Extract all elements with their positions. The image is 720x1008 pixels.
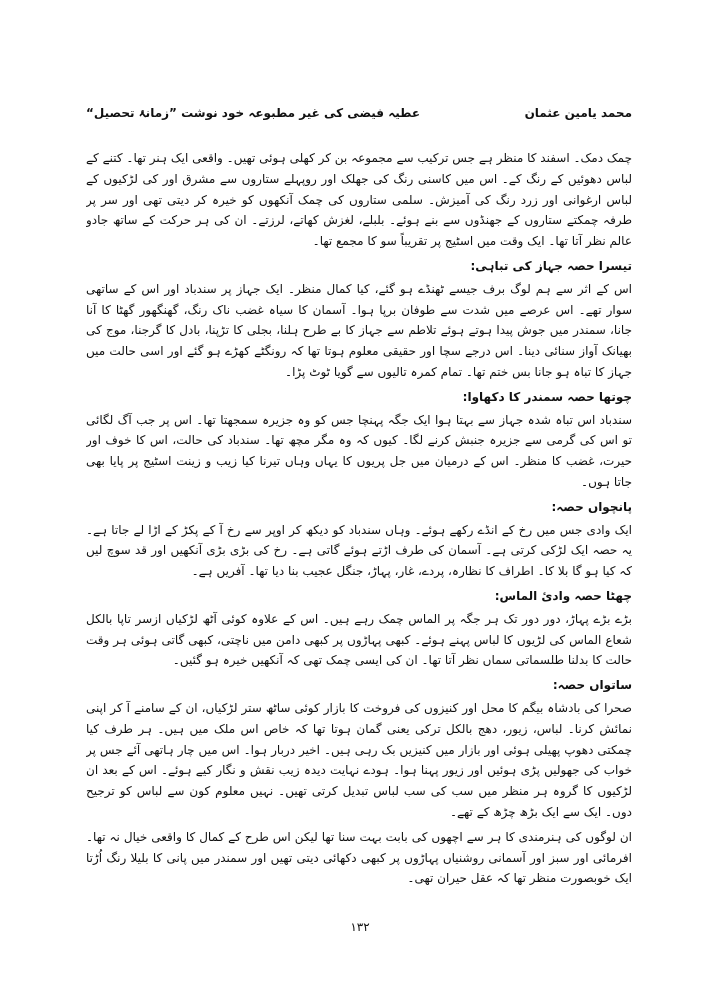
heading-part-5: پانچواں حصہ:	[551, 499, 632, 514]
running-header	[86, 106, 632, 120]
paragraph-part-5: ایک وادی جس میں رخ کے انڈے رکھے ہوئے۔ وہاں سندباد کو دیکھ کر اوپر سے رخ آ کے پکڑ کے اڑا لے جاتا ہے۔ یہ حصہ ایک لڑکی کرتی ہے۔ آسمان کی طرف اڑتے ہوئے گاتی ہے۔ رخ کی بڑی بڑی آنکھیں اور قد سوچ لیں کہ کیا ہو گا بلا کا۔ اطراف کا نظارہ، پردے، غار، پہاڑ، جنگل عجیب بنا دیا تھا۔ آفریں ہے۔	[86, 522, 632, 579]
heading-part-4: چوتھا حصہ سمندر کا دکھاوا:	[462, 389, 632, 404]
paragraph-part-4: سندباد اس تباہ شدہ جہاز سے بہتا ہوا ایک جگہ پہنچا جس کو وہ جزیرہ سمجھتا تھا۔ اس پر جب آگ لگائی تو اس کی گرمی سے جزیرہ جنبش کرنے لگا۔ کیوں کہ وہ مگر مچھ تھا۔ سندباد کی حالت، اس کا خوف اور حیرت، غضب کا منظر۔ اس کے درمیان میں جل پریوں کا یہاں وہاں تیرنا کیا زیب و زینت اسٹیج پر پایا بھی جاتا ہوں۔	[86, 412, 632, 489]
paragraph-part-6: بڑے بڑے پہاڑ، دور دور تک ہر جگہ پر الماس چمک رہے ہیں۔ اس کے علاوہ کوئی آٹھ لڑکیاں ازسر تاپا بالکل شعاع الماس کی لڑیوں کا لباس پہنے ہوئے۔ کبھی پہاڑوں پر کبھی دامن میں ناچتی، کبھی گاتی ہوئی ہر وقت حالت کا بدلنا طلسماتی سماں نظر آتا تھا۔ ان کی ایسی چمک تھی کہ آنکھیں خیرہ ہو گئیں۔	[86, 611, 632, 668]
paragraph-opening: چمک دمک۔ اسفند کا منظر ہے جس ترکیب سے مجموعہ بن کر کھلی ہوئی تھیں۔ واقعی ایک ہنر تھا۔ کتنے کے لباس دھوئیں کے رنگ کے۔ اس میں کاسنی رنگ کی جھلک اور روپہلے ستاروں سے مشرق اور کی لڑکیوں کے لباس ارغوانی اور زرد رنگ کی آمیزش۔ سلمی ستاروں کی چمک آنکھوں کو خیرہ کر دیتی تھی اور سر پر طرفہ چمکتے ستاروں کے جھنڈوں سے بنے ہوئے۔ بلبلے، لغزش کھاتے، لرزتے۔ ان کی ہر حرکت کے ساتھ جادو عالم نظر آتا تھا۔ ایک وقت میں اسٹیج پر تقریباً سو کا مجمع تھا۔	[86, 151, 632, 249]
paragraph-closing: ان لوگوں کی ہنرمندی کا ہر سے اچھوں کی بابت بہت سنا تھا لیکن اس طرح کے کمال کا واقعی خیال نہ تھا۔ افرمائی اور سبز اور آسمانی روشنیاں پہاڑوں پر کبھی دکھائی دیتی تھیں اور سمندر میں پانی کا بلیلا رنگ اُڑتا ایک خوبصورت منظر تھا کہ عقل حیران تھی۔	[86, 829, 632, 886]
heading-part-6: چھٹا حصہ وادیٔ الماس:	[494, 588, 632, 603]
header-title: عطیہ فیضی کی غیر مطبوعہ خود نوشت ”زمانۂ تحصیل“	[86, 106, 421, 120]
paragraph-part-7: صحرا کی بادشاہ بیگم کا محل اور کنیزوں کی فروخت کا بازار کوئی ساٹھ ستر لڑکیاں، ان کے سامنے آ کر اپنی نمائش کرنا۔ لباس، زیور، دھج بالکل ترکی یعنی گمان ہوتا تھا کہ خاص اس ملک میں ہیں۔ ہر طرف کیا چمکتی دھوپ پھیلی ہوئی اور بازار میں کنیزیں بک رہی ہیں۔ اخیر دربار ہوا۔ اس میں چار ہاتھی آئے جس پر خواب کی جھولیں پڑی ہوئیں اور زیور پہنا ہوا۔ ہودے نہایت دیدہ زیب نقش و نگار کیے ہوئے۔ اس کے بعد ان لڑکیوں کا گروہ ہر منظر میں سب کی سب لباس تبدیل کرتی تھیں۔ نہیں معلوم کون سے لباس کو ترجیح دوں۔ ایک سے ایک بڑھ چڑھ کے تھے۔	[86, 700, 632, 819]
paragraph-part-3: اس کے اثر سے ہم لوگ برف جیسے ٹھنڈے ہو گئے، کیا کمال منظر۔ ایک جہاز پر سندباد اور اس کے ساتھی سوار تھے۔ اس عرصے میں شدت سے طوفان برپا ہوا۔ آسمان کا سیاہ غضب ناک رنگ، گھنگھور گھٹا کا آنا جانا، سمندر میں جوش پیدا ہوتے ہوئے تلاطم سے جہاز کا بے طرح ہلنا، بجلی کا تڑپنا، بادل کا گرجنا، موج کی بھیانک آواز سنائی دینا۔ اس درجے سچا اور حقیقی معلوم ہوتا تھا کہ رونگٹے کھڑے ہو گئے اور اسی حالت میں جہاز کا تباہ ہو جانا بس ختم تھا۔ تمام کمرہ تالیوں سے گویا ٹوٹ پڑا۔	[86, 281, 632, 379]
body-text	[86, 148, 632, 908]
heading-part-3: تیسرا حصہ جہاز کی تباہی:	[470, 258, 632, 273]
heading-part-7: ساتواں حصہ:	[552, 678, 632, 693]
page-number: ۱۳۲	[350, 920, 370, 934]
header-author: محمد یامین عثمان	[524, 106, 632, 120]
